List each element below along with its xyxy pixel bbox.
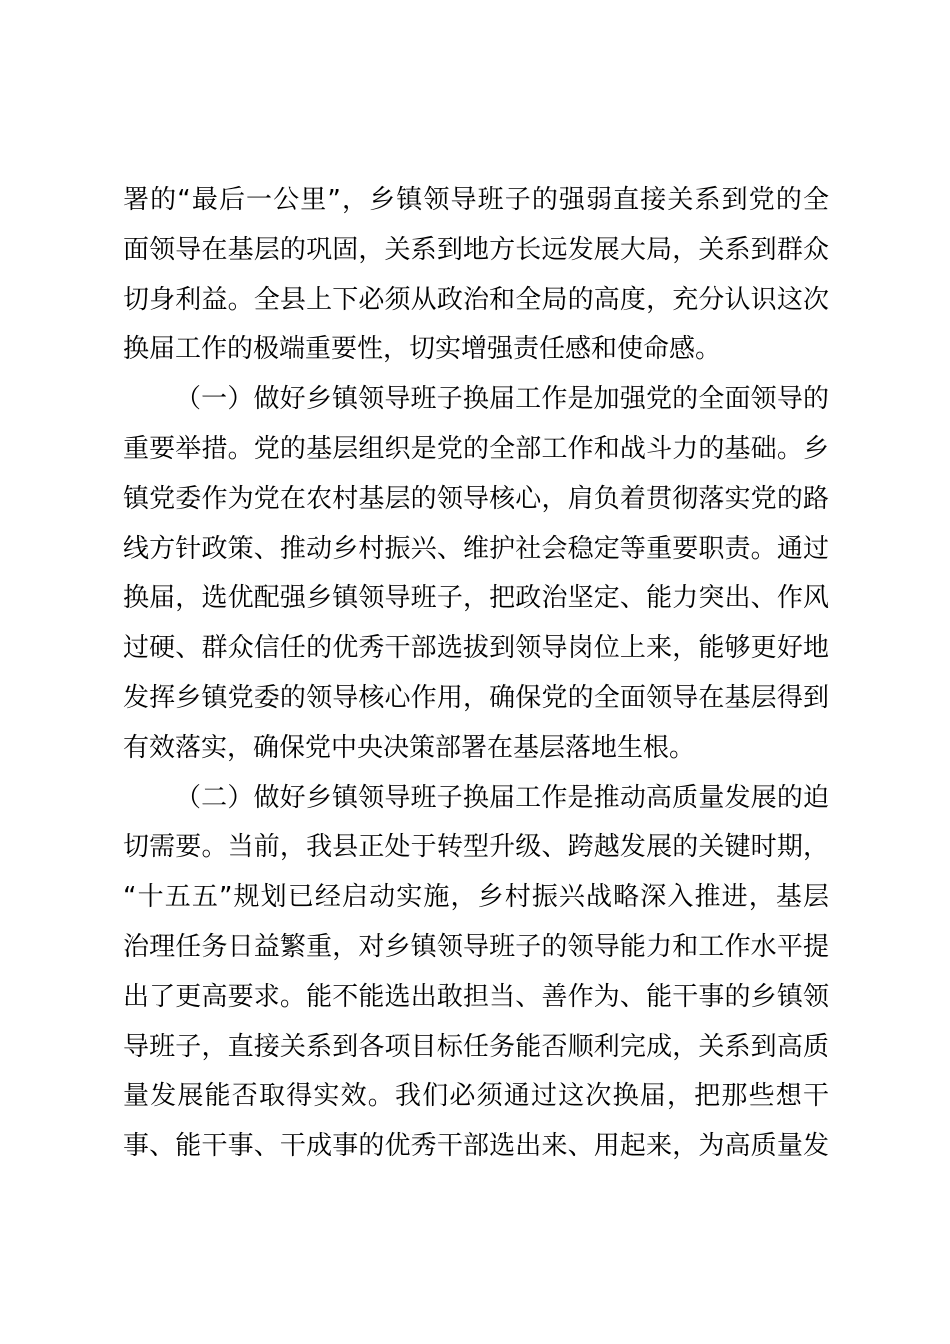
- text-line: 导班子，直接关系到各项目标任务能否顺利完成，关系到高质: [123, 1031, 829, 1062]
- text-line: 量发展能否取得实效。我们必须通过这次换届，把那些想干: [123, 1081, 829, 1112]
- text-line: 镇党委作为党在农村基层的领导核心，肩负着贯彻落实党的路: [123, 483, 829, 514]
- text-line: 署的“最后一公里”，乡镇领导班子的强弱直接关系到党的全: [123, 185, 829, 215]
- document-body: [123, 176, 829, 1172]
- text-line: （二）做好乡镇领导班子换届工作是推动高质量发展的迫: [175, 782, 829, 813]
- paragraph-section-one: [123, 375, 829, 773]
- text-line: 有效落实，确保党中央决策部署在基层落地生根。: [123, 732, 696, 763]
- text-line: 线方针政策、推动乡村振兴、维护社会稳定等重要职责。通过: [123, 533, 829, 564]
- text-line: 过硬、群众信任的优秀干部选拔到领导岗位上来，能够更好地: [123, 633, 829, 664]
- text-line: 发挥乡镇党委的领导核心作用，确保党的全面领导在基层得到: [123, 682, 829, 713]
- text-line: “十五五”规划已经启动实施，乡村振兴战略深入推进，基层: [123, 882, 829, 913]
- text-line: 换届，选优配强乡镇领导班子，把政治坚定、能力突出、作风: [123, 583, 829, 614]
- text-line: 治理任务日益繁重，对乡镇领导班子的领导能力和工作水平提: [123, 931, 829, 962]
- text-line: 重要举措。党的基层组织是党的全部工作和战斗力的基础。乡: [123, 433, 829, 464]
- text-line: 事、能干事、干成事的优秀干部选出来、用起来，为高质量发: [123, 1131, 829, 1162]
- text-line: 切身利益。全县上下必须从政治和全局的高度，充分认识这次: [123, 284, 829, 315]
- text-line: 出了更高要求。能不能选出敢担当、善作为、能干事的乡镇领: [123, 981, 829, 1012]
- paragraph-section-two: [123, 774, 829, 1172]
- text-line: 换届工作的极端重要性，切实增强责任感和使命感。: [123, 334, 722, 365]
- paragraph-continuation: [123, 176, 829, 375]
- text-line: 面领导在基层的巩固，关系到地方长远发展大局，关系到群众: [123, 234, 829, 265]
- text-line: 切需要。当前，我县正处于转型升级、跨越发展的关键时期，: [123, 832, 829, 863]
- text-line: （一）做好乡镇领导班子换届工作是加强党的全面领导的: [175, 384, 829, 415]
